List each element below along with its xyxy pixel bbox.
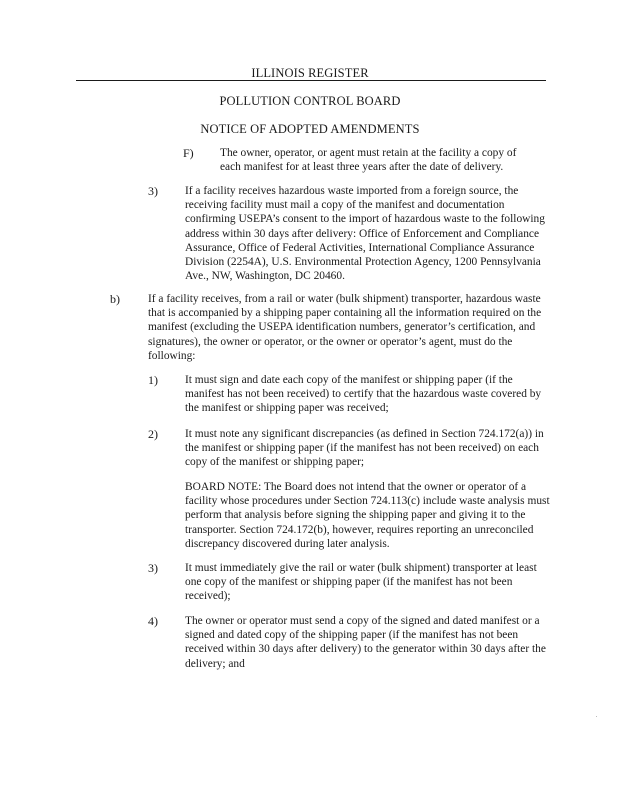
- item-3-label: 3): [148, 184, 158, 198]
- item-b-label: b): [110, 292, 120, 306]
- board-title: POLLUTION CONTROL BOARD: [219, 94, 401, 108]
- item-b-text: If a facility receives, from a rail or water (bulk shipment) transporter, hazardous waste that is accompanied by a shipping paper containing all the information required on the manifest (excluding the USEPA identification numbers, generator’s certification, and signatures), the owner or operator, or the owner or operator’s agent, must do the following:: [148, 293, 542, 362]
- item-b3-text: It must immediately give the rail or water (bulk shipment) transporter at least one copy of the manifest or shipping paper (if the manifest has not been received);: [185, 562, 537, 603]
- notice-title: NOTICE OF ADOPTED AMENDMENTS: [200, 122, 420, 136]
- item-b4-label: 4): [148, 614, 158, 628]
- header-rule: [76, 80, 546, 81]
- item-b2-text: It must note any significant discrepancies (as defined in Section 724.172(a)) in the manifest or shipping paper (if the manifest has not been received) on each copy of the manifest or shipping paper;: [185, 428, 544, 469]
- item-F-text: The owner, operator, or agent must retain at the facility a copy of each manifest for at least three years after the date of delivery.: [220, 147, 517, 174]
- item-b2-label: 2): [148, 427, 158, 441]
- register-header: ILLINOIS REGISTER: [251, 66, 369, 80]
- board-note: BOARD NOTE: The Board does not intend that the owner or operator of a facility whose procedures under Section 724.113(c) include waste analysis must perform that analysis before signing the shipping paper and giving it to the transporter. Section 724.172(b), however, requires reporting an unreconciled discrepancy discovered during later analysis.: [185, 481, 550, 550]
- item-b3-label: 3): [148, 561, 158, 575]
- scan-speck: [596, 716, 597, 717]
- item-b1-text: It must sign and date each copy of the manifest or shipping paper (if the manifest has not been received) to certify that the hazardous waste covered by the manifest or shipping paper was received;: [185, 374, 542, 415]
- item-b1-label: 1): [148, 373, 158, 387]
- item-b4-text: The owner or operator must send a copy of the signed and dated manifest or a signed and dated copy of the shipping paper (if the manifest has not been received within 30 days after delivery) to the generator within 30 days after the delivery; and: [185, 615, 546, 670]
- item-F-label: F): [183, 146, 194, 160]
- item-3-text: If a facility receives hazardous waste imported from a foreign source, the receiving facility must mail a copy of the manifest and documentation confirming USEPA’s consent to the import of hazardous waste to the following address within 30 days after delivery: Office of Enforcement and Compliance Assurance, Office of Federal Activities, International Compliance Assurance Division (2254A), U.S. Environmental Protection Agency, 1200 Pennsylvania Ave., NW, Washington, DC 20460.: [185, 185, 545, 283]
